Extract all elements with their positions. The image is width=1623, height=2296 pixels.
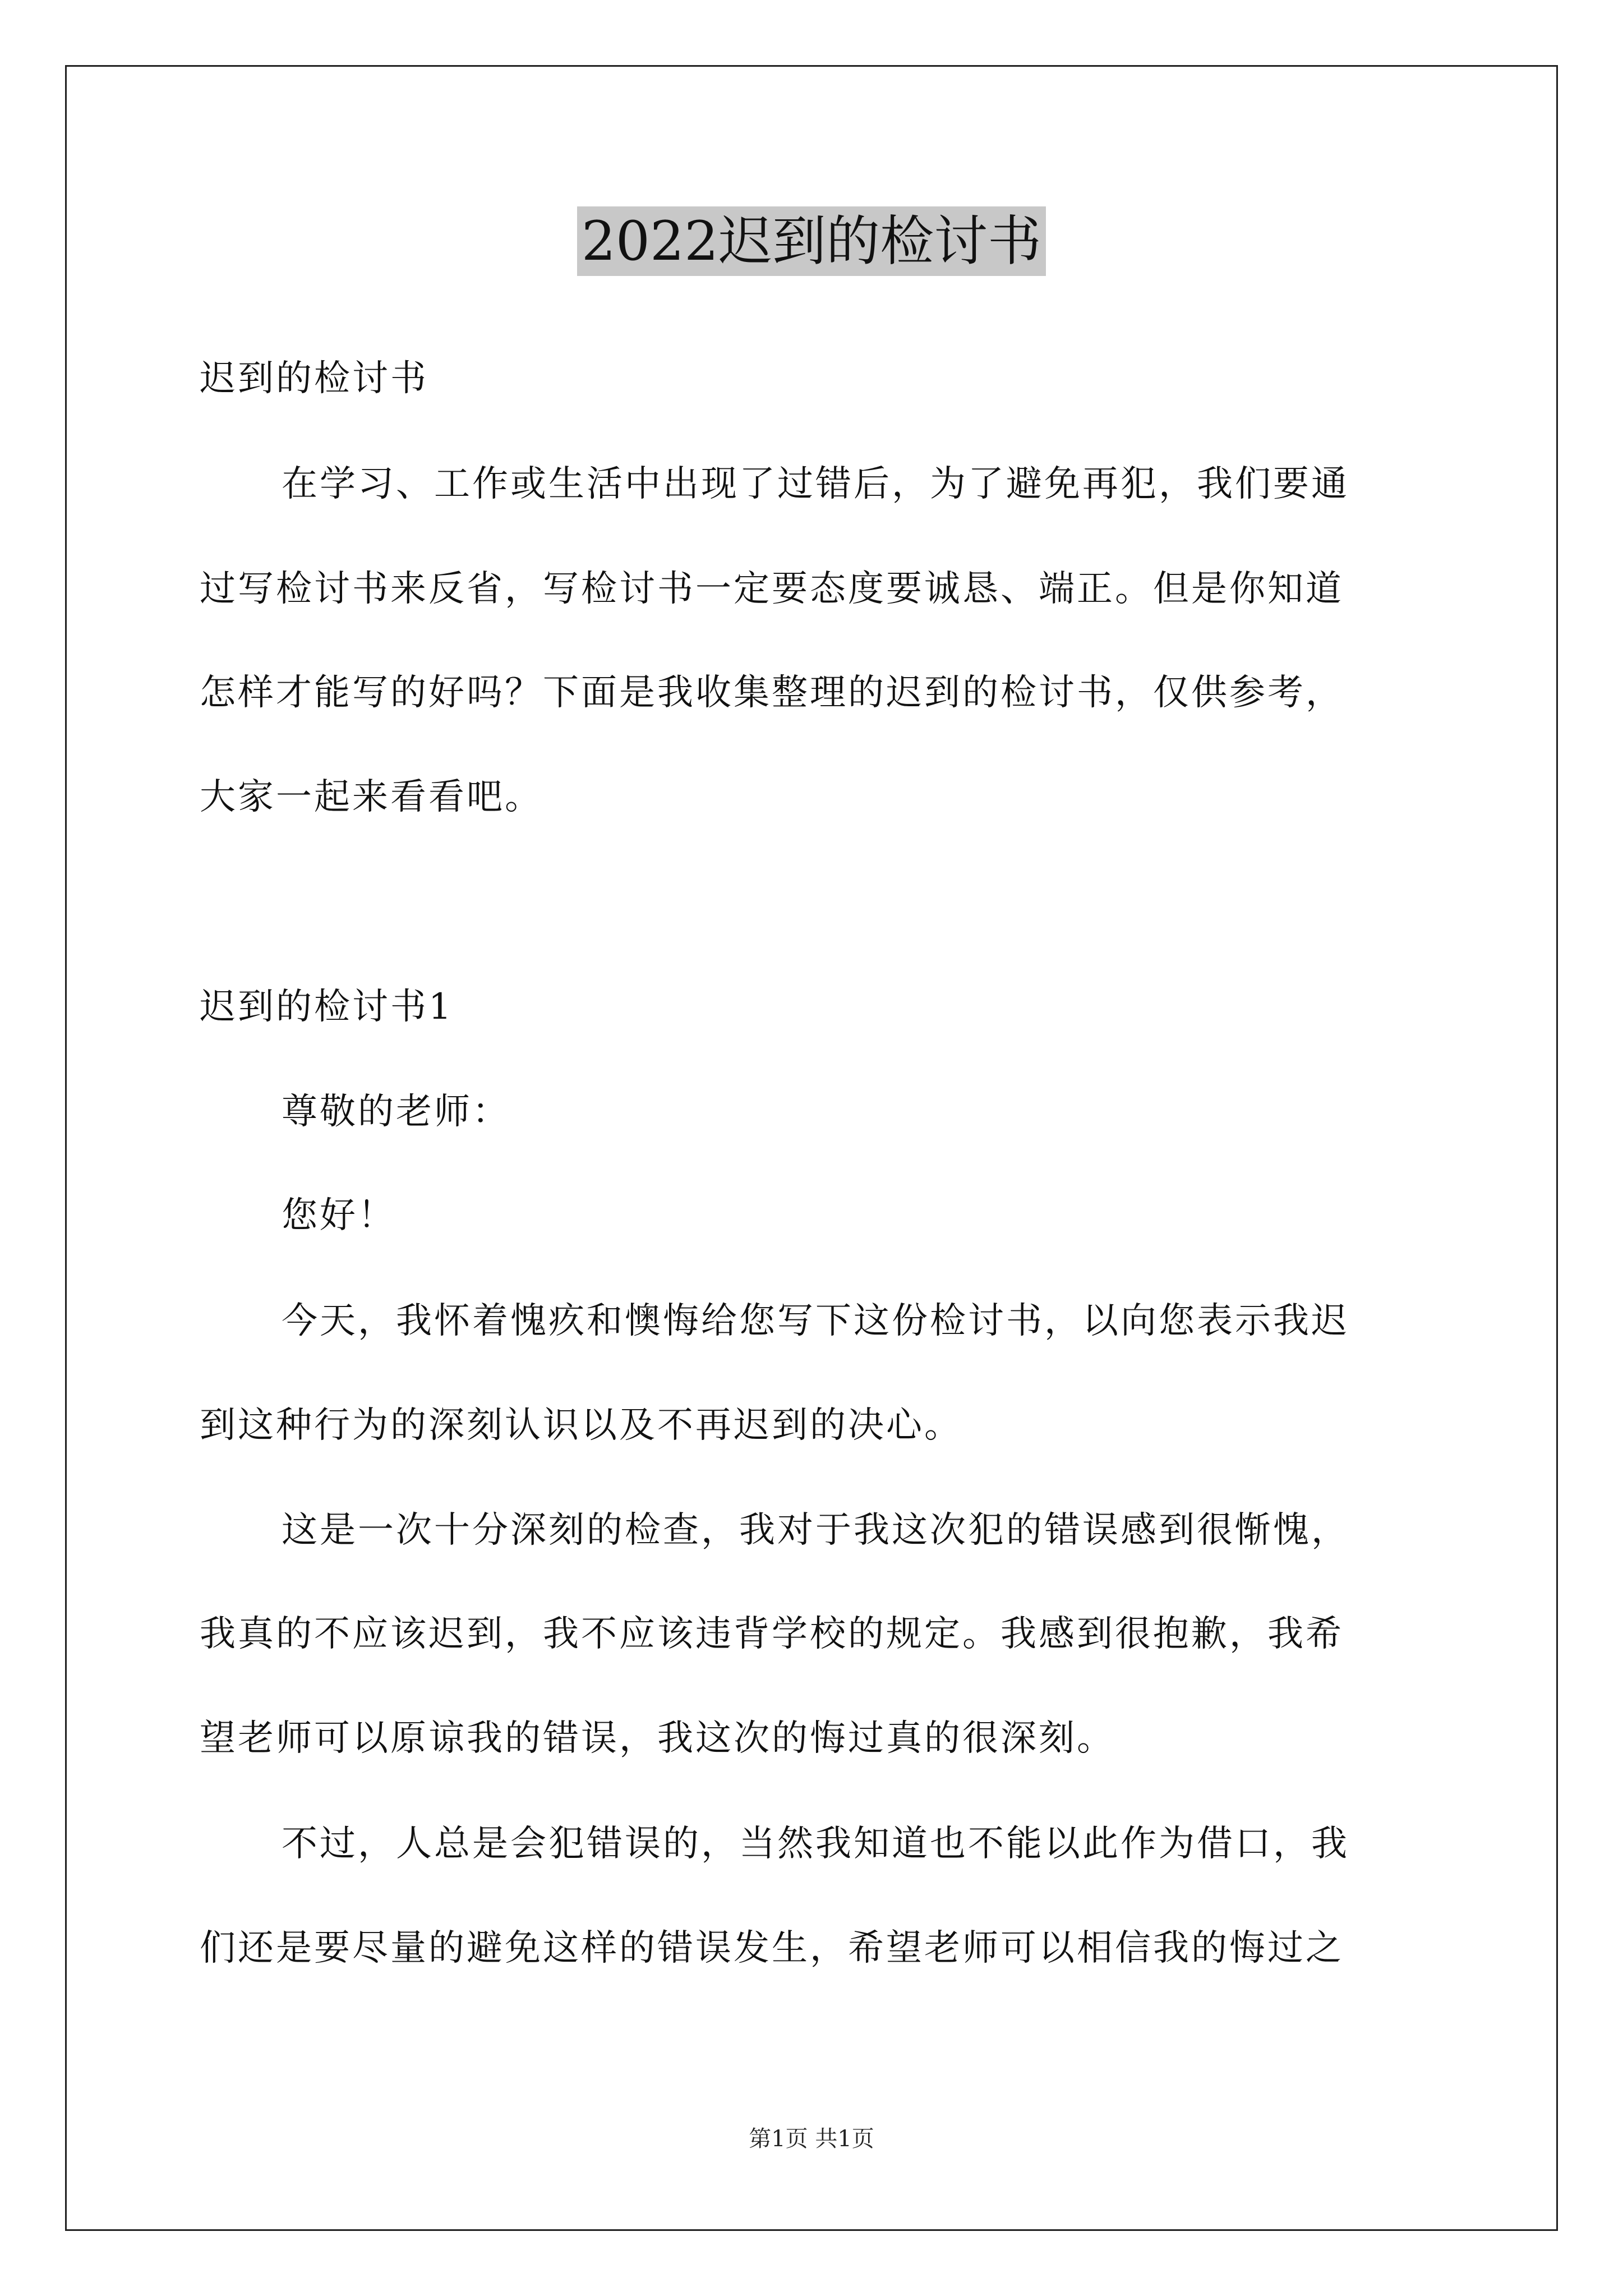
page-number-info: 第1页 共1页 [749,2126,874,2152]
salutation: 尊敬的老师： [282,1091,510,1133]
intro-line-4: 大家一起来看看吧。 [200,776,543,818]
intro-line-1: 在学习、工作或生活中出现了过错后，为了避免再犯，我们要通 [282,463,1349,505]
paragraph3-line-1: 不过，人总是会犯错误的，当然我知道也不能以此作为借口，我 [282,1823,1349,1865]
greeting: 您好！ [282,1195,396,1236]
document-title [0,202,1623,280]
intro-line-2: 过写检讨书来反省，写检讨书一定要态度要诚恳、端正。但是你知道 [200,568,1344,610]
intro-line-3: 怎样才能写的好吗？下面是我收集整理的迟到的检讨书，仅供参考， [200,672,1344,714]
paragraph2-line-1: 这是一次十分深刻的检查，我对于我这次犯的错误感到很惭愧， [282,1510,1349,1551]
paragraph2-line-2: 我真的不应该迟到，我不应该违背学校的规定。我感到很抱歉，我希 [200,1613,1344,1655]
paragraph3-line-2: 们还是要尽量的避免这样的错误发生，希望老师可以相信我的悔过之 [200,1927,1344,1969]
paragraph1-line-1: 今天，我怀着愧疚和懊悔给您写下这份检讨书，以向您表示我迟 [282,1300,1349,1342]
document-subtitle: 迟到的检讨书 [200,358,428,399]
page-footer [0,2123,1623,2155]
document-title-text: 2022迟到的检讨书 [577,206,1046,276]
paragraph1-line-2: 到这种行为的深刻认识以及不再迟到的决心。 [200,1405,962,1446]
paragraph2-line-3: 望老师可以原谅我的错误，我这次的悔过真的很深刻。 [200,1718,1115,1759]
section-heading: 迟到的检讨书1 [200,986,454,1028]
